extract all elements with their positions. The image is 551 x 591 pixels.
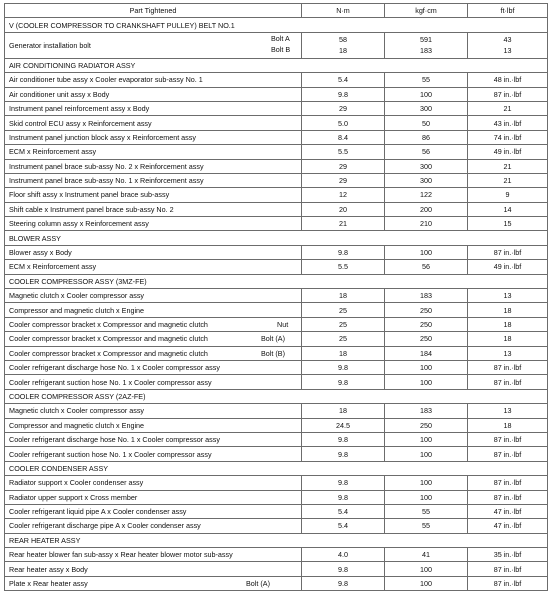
part-cell bbox=[5, 332, 302, 346]
part-cell bbox=[5, 504, 302, 518]
part-wrap bbox=[9, 217, 297, 230]
part-name: Radiator support x Cooler condenser assy bbox=[9, 478, 144, 488]
kgfcm-value: 86 bbox=[385, 130, 468, 144]
ftlbf-value: 21 bbox=[468, 159, 548, 173]
part-name: Magnetic clutch x Cooler compressor assy bbox=[9, 406, 145, 416]
ftlbf-value: 87 in.·lbf bbox=[468, 576, 548, 590]
kgfcm-value: 250 bbox=[385, 332, 468, 346]
part-cell bbox=[5, 418, 302, 432]
part-wrap bbox=[9, 188, 297, 201]
ftlbf-value: 47 in.·lbf bbox=[468, 519, 548, 533]
kgfcm-value: 100 bbox=[385, 432, 468, 446]
ftlbf-value: 74 in.·lbf bbox=[468, 130, 548, 144]
part-name: Radiator upper support x Cross member bbox=[9, 492, 138, 502]
nm-value: 9.8 bbox=[302, 447, 385, 461]
kgfcm-value: 100 bbox=[385, 360, 468, 374]
ftlbf-value: 13 bbox=[468, 289, 548, 303]
ftlbf-value-line: 13 bbox=[503, 46, 512, 56]
kgfcm-value: 300 bbox=[385, 159, 468, 173]
ftlbf-value: 18 bbox=[468, 418, 548, 432]
table-row bbox=[5, 346, 548, 360]
part-wrap bbox=[9, 318, 297, 331]
kgfcm-value: 55 bbox=[385, 504, 468, 518]
kgfcm-value: 122 bbox=[385, 188, 468, 202]
ftlbf-value-line: 43 bbox=[503, 35, 512, 45]
table-row bbox=[5, 476, 548, 490]
table-row bbox=[5, 159, 548, 173]
ftlbf-value: 87 in.·lbf bbox=[468, 87, 548, 101]
section-header-row bbox=[5, 533, 548, 547]
ftlbf-value: 87 in.·lbf bbox=[468, 490, 548, 504]
part-cell bbox=[5, 317, 302, 331]
part-wrap bbox=[9, 88, 297, 101]
part-name: Generator installation bolt bbox=[9, 40, 91, 50]
part-cell bbox=[5, 32, 302, 58]
table-row bbox=[5, 260, 548, 274]
section-title: COOLER COMPRESSOR ASSY (3MZ-FE) bbox=[5, 274, 548, 288]
part-wrap bbox=[9, 433, 297, 446]
part-wrap bbox=[9, 289, 297, 302]
nm-value: 18 bbox=[302, 289, 385, 303]
part-cell bbox=[5, 217, 302, 231]
kgfcm-value: 56 bbox=[385, 260, 468, 274]
ftlbf-value: 49 in.·lbf bbox=[468, 145, 548, 159]
ftlbf-value: 18 bbox=[468, 317, 548, 331]
part-wrap bbox=[9, 563, 297, 576]
fastener-label: Bolt (A) bbox=[261, 334, 285, 344]
table-row bbox=[5, 418, 548, 432]
table-row bbox=[5, 289, 548, 303]
bolt-label: Bolt A bbox=[271, 33, 290, 43]
section-title: AIR CONDITIONING RADIATOR ASSY bbox=[5, 58, 548, 72]
table-row bbox=[5, 101, 548, 115]
table-row bbox=[5, 317, 548, 331]
nm-value: 9.8 bbox=[302, 576, 385, 590]
part-name: Cooler refrigerant suction hose No. 1 x Cooler compressor assy bbox=[9, 377, 212, 387]
part-cell bbox=[5, 145, 302, 159]
ftlbf-value: 13 bbox=[468, 404, 548, 418]
kgfcm-value: 300 bbox=[385, 173, 468, 187]
nm-value: 25 bbox=[302, 303, 385, 317]
section-title: REAR HEATER ASSY bbox=[5, 533, 548, 547]
torque-spec-table bbox=[4, 3, 548, 591]
part-name: Floor shift assy x Instrument panel brace sub-assy bbox=[9, 190, 170, 200]
nm-value: 5.4 bbox=[302, 504, 385, 518]
part-wrap bbox=[9, 145, 297, 158]
table-row bbox=[5, 303, 548, 317]
nm-value: 29 bbox=[302, 159, 385, 173]
nm-value: 9.8 bbox=[302, 490, 385, 504]
ftlbf-value: 87 in.·lbf bbox=[468, 360, 548, 374]
nm-value: 12 bbox=[302, 188, 385, 202]
kgfcm-value: 55 bbox=[385, 519, 468, 533]
table-row bbox=[5, 562, 548, 576]
nm-value: 21 bbox=[302, 217, 385, 231]
part-name: Instrument panel reinforcement assy x Body bbox=[9, 104, 150, 114]
nm-value: 4.0 bbox=[302, 548, 385, 562]
part-wrap bbox=[9, 577, 297, 590]
table-row bbox=[5, 576, 548, 590]
part-name: Shift cable x Instrument panel brace sub-assy No. 2 bbox=[9, 204, 174, 214]
part-name: Skid control ECU assy x Reinforcement assy bbox=[9, 118, 152, 128]
part-wrap bbox=[9, 419, 297, 432]
bolt-label: Bolt B bbox=[271, 44, 291, 54]
part-wrap bbox=[9, 260, 297, 273]
table-row bbox=[5, 490, 548, 504]
part-cell bbox=[5, 202, 302, 216]
nm-value bbox=[302, 32, 385, 58]
part-cell bbox=[5, 188, 302, 202]
kgfcm-value: 250 bbox=[385, 418, 468, 432]
nm-value-line: 18 bbox=[339, 46, 347, 56]
part-cell bbox=[5, 73, 302, 87]
section-header-row bbox=[5, 18, 548, 32]
part-wrap bbox=[9, 131, 297, 144]
part-cell bbox=[5, 562, 302, 576]
table-row bbox=[5, 504, 548, 518]
part-wrap bbox=[9, 519, 297, 532]
kgfcm-value: 100 bbox=[385, 245, 468, 259]
part-cell bbox=[5, 173, 302, 187]
fastener-label: Bolt (A) bbox=[246, 579, 270, 589]
part-name: Air conditioner tube assy x Cooler evaporator sub-assy No. 1 bbox=[9, 75, 203, 85]
fastener-label: Bolt (B) bbox=[261, 348, 285, 358]
kgfcm-value: 50 bbox=[385, 116, 468, 130]
part-cell bbox=[5, 87, 302, 101]
part-name: Compressor and magnetic clutch x Engine bbox=[9, 305, 145, 315]
kgfcm-value-line: 591 bbox=[420, 35, 432, 45]
part-cell bbox=[5, 260, 302, 274]
section-title: BLOWER ASSY bbox=[5, 231, 548, 245]
ftlbf-value: 15 bbox=[468, 217, 548, 231]
part-name: Steering column assy x Reinforcement assy bbox=[9, 219, 149, 229]
part-wrap bbox=[9, 174, 297, 187]
part-name: Cooler refrigerant discharge hose No. 1 x Cooler compressor assy bbox=[9, 363, 220, 373]
part-wrap bbox=[9, 102, 297, 115]
nm-value-line: 58 bbox=[339, 35, 347, 45]
nm-value: 20 bbox=[302, 202, 385, 216]
part-cell bbox=[5, 576, 302, 590]
part-wrap bbox=[9, 376, 297, 389]
ftlbf-value: 21 bbox=[468, 173, 548, 187]
nm-value: 9.8 bbox=[302, 562, 385, 576]
kgfcm-value: 183 bbox=[385, 404, 468, 418]
part-cell bbox=[5, 130, 302, 144]
ftlbf-value: 18 bbox=[468, 303, 548, 317]
nm-value: 29 bbox=[302, 101, 385, 115]
nm-value: 29 bbox=[302, 173, 385, 187]
part-cell bbox=[5, 101, 302, 115]
ftlbf-value: 47 in.·lbf bbox=[468, 504, 548, 518]
kgfcm-value: 100 bbox=[385, 476, 468, 490]
table-row bbox=[5, 202, 548, 216]
part-cell bbox=[5, 245, 302, 259]
part-name: Blower assy x Body bbox=[9, 248, 72, 258]
part-wrap bbox=[9, 246, 297, 259]
part-wrap bbox=[9, 160, 297, 173]
nm-value: 9.8 bbox=[302, 87, 385, 101]
header-ftlbf: ft·lbf bbox=[468, 4, 548, 18]
ftlbf-value: 13 bbox=[468, 346, 548, 360]
kgfcm-value: 250 bbox=[385, 303, 468, 317]
section-title: COOLER CONDENSER ASSY bbox=[5, 461, 548, 475]
table-row bbox=[5, 145, 548, 159]
table-row bbox=[5, 116, 548, 130]
part-name: Cooler compressor bracket x Compressor and magnetic clutch bbox=[9, 320, 208, 329]
part-cell bbox=[5, 375, 302, 389]
table-row bbox=[5, 32, 548, 58]
ftlbf-value: 14 bbox=[468, 202, 548, 216]
kgfcm-value: 100 bbox=[385, 375, 468, 389]
part-cell bbox=[5, 519, 302, 533]
part-name: Instrument panel brace sub-assy No. 1 x Reinforcement assy bbox=[9, 176, 204, 186]
table-row bbox=[5, 188, 548, 202]
header-nm: N·m bbox=[302, 4, 385, 18]
part-wrap bbox=[9, 117, 297, 130]
kgfcm-value: 55 bbox=[385, 73, 468, 87]
table-row bbox=[5, 432, 548, 446]
ftlbf-value: 87 in.·lbf bbox=[468, 447, 548, 461]
section-title: COOLER COMPRESSOR ASSY (2AZ-FE) bbox=[5, 389, 548, 403]
part-cell bbox=[5, 404, 302, 418]
nm-value: 25 bbox=[302, 332, 385, 346]
part-wrap bbox=[9, 491, 297, 504]
part-wrap bbox=[9, 332, 297, 345]
ftlbf-value: 21 bbox=[468, 101, 548, 115]
kgfcm-value: 300 bbox=[385, 101, 468, 115]
part-cell bbox=[5, 432, 302, 446]
nm-value: 5.0 bbox=[302, 116, 385, 130]
part-name: Cooler refrigerant discharge pipe A x Cooler condenser assy bbox=[9, 521, 201, 531]
section-header-row bbox=[5, 274, 548, 288]
part-name: Cooler refrigerant suction hose No. 1 x Cooler compressor assy bbox=[9, 449, 212, 459]
part-cell bbox=[5, 289, 302, 303]
kgfcm-value-line: 183 bbox=[420, 46, 432, 56]
ftlbf-value: 48 in.·lbf bbox=[468, 73, 548, 87]
nm-value: 5.4 bbox=[302, 519, 385, 533]
part-wrap bbox=[9, 548, 297, 561]
header-part-tightened: Part Tightened bbox=[5, 4, 302, 18]
kgfcm-value: 184 bbox=[385, 346, 468, 360]
nm-value: 9.8 bbox=[302, 375, 385, 389]
part-name: Cooler compressor bracket x Compressor and magnetic clutch bbox=[9, 348, 208, 358]
part-wrap bbox=[9, 33, 297, 54]
torque-spec-body bbox=[5, 4, 548, 591]
kgfcm-value bbox=[385, 32, 468, 58]
kgfcm-value: 56 bbox=[385, 145, 468, 159]
ftlbf-value: 18 bbox=[468, 332, 548, 346]
ftlbf-value: 9 bbox=[468, 188, 548, 202]
table-row bbox=[5, 173, 548, 187]
ftlbf-value: 87 in.·lbf bbox=[468, 562, 548, 576]
table-row bbox=[5, 73, 548, 87]
part-name: Cooler compressor bracket x Compressor and magnetic clutch bbox=[9, 334, 208, 344]
table-row bbox=[5, 130, 548, 144]
part-name: Plate x Rear heater assy bbox=[9, 579, 88, 589]
fastener-label: Nut bbox=[277, 320, 289, 329]
part-name: Rear heater blower fan sub-assy x Rear heater blower motor sub-assy bbox=[9, 550, 233, 560]
part-name: Cooler refrigerant discharge hose No. 1 x Cooler compressor assy bbox=[9, 435, 220, 445]
part-wrap bbox=[9, 505, 297, 518]
table-row bbox=[5, 217, 548, 231]
kgfcm-value: 100 bbox=[385, 490, 468, 504]
nm-value: 5.4 bbox=[302, 73, 385, 87]
table-row bbox=[5, 245, 548, 259]
ftlbf-value: 35 in.·lbf bbox=[468, 548, 548, 562]
table-row bbox=[5, 375, 548, 389]
bolt-label-group bbox=[271, 33, 290, 55]
ftlbf-value bbox=[468, 32, 548, 58]
header-row bbox=[5, 4, 548, 18]
part-cell bbox=[5, 490, 302, 504]
part-wrap bbox=[9, 73, 297, 86]
table-row bbox=[5, 447, 548, 461]
nm-value: 9.8 bbox=[302, 360, 385, 374]
section-header-row bbox=[5, 58, 548, 72]
nm-value: 9.8 bbox=[302, 476, 385, 490]
kgfcm-value: 100 bbox=[385, 87, 468, 101]
kgfcm-value: 100 bbox=[385, 562, 468, 576]
nm-value: 9.8 bbox=[302, 245, 385, 259]
ftlbf-value: 87 in.·lbf bbox=[468, 245, 548, 259]
table-row bbox=[5, 519, 548, 533]
part-name: Rear heater assy x Body bbox=[9, 564, 88, 574]
table-row bbox=[5, 548, 548, 562]
part-name: ECM x Reinforcement assy bbox=[9, 262, 97, 272]
kgfcm-value: 183 bbox=[385, 289, 468, 303]
kgfcm-value: 200 bbox=[385, 202, 468, 216]
section-header-row bbox=[5, 461, 548, 475]
ftlbf-value: 87 in.·lbf bbox=[468, 375, 548, 389]
nm-value: 24.5 bbox=[302, 418, 385, 432]
part-name: Instrument panel brace sub-assy No. 2 x Reinforcement assy bbox=[9, 161, 204, 171]
nm-value: 5.5 bbox=[302, 260, 385, 274]
part-cell bbox=[5, 447, 302, 461]
ftlbf-value: 49 in.·lbf bbox=[468, 260, 548, 274]
section-title: V (COOLER COMPRESSOR TO CRANKSHAFT PULLEY) BELT NO.1 bbox=[5, 18, 548, 32]
section-header-row bbox=[5, 231, 548, 245]
kgfcm-value: 41 bbox=[385, 548, 468, 562]
nm-value: 5.5 bbox=[302, 145, 385, 159]
part-cell bbox=[5, 548, 302, 562]
part-name: Cooler refrigerant liquid pipe A x Cooler condenser assy bbox=[9, 507, 187, 517]
kgfcm-value: 100 bbox=[385, 447, 468, 461]
part-wrap bbox=[9, 347, 297, 360]
part-wrap bbox=[9, 404, 297, 417]
nm-value: 9.8 bbox=[302, 432, 385, 446]
table-row bbox=[5, 87, 548, 101]
table-row bbox=[5, 332, 548, 346]
nm-value: 25 bbox=[302, 317, 385, 331]
part-wrap bbox=[9, 448, 297, 461]
table-row bbox=[5, 360, 548, 374]
part-cell bbox=[5, 116, 302, 130]
part-cell bbox=[5, 346, 302, 360]
part-wrap bbox=[9, 476, 297, 489]
part-cell bbox=[5, 303, 302, 317]
ftlbf-value: 43 in.·lbf bbox=[468, 116, 548, 130]
section-header-row bbox=[5, 389, 548, 403]
part-wrap bbox=[9, 361, 297, 374]
nm-value: 8.4 bbox=[302, 130, 385, 144]
part-cell bbox=[5, 360, 302, 374]
part-name: Magnetic clutch x Cooler compressor assy bbox=[9, 291, 145, 301]
kgfcm-value: 250 bbox=[385, 317, 468, 331]
part-cell bbox=[5, 159, 302, 173]
part-name: Compressor and magnetic clutch x Engine bbox=[9, 420, 145, 430]
header-kgfcm: kgf·cm bbox=[385, 4, 468, 18]
kgfcm-value: 210 bbox=[385, 217, 468, 231]
part-name: Instrument panel junction block assy x Reinforcement assy bbox=[9, 132, 196, 142]
table-row bbox=[5, 404, 548, 418]
part-wrap bbox=[9, 203, 297, 216]
part-cell bbox=[5, 476, 302, 490]
kgfcm-value: 100 bbox=[385, 576, 468, 590]
ftlbf-value: 87 in.·lbf bbox=[468, 432, 548, 446]
ftlbf-value: 87 in.·lbf bbox=[468, 476, 548, 490]
part-wrap bbox=[9, 304, 297, 317]
nm-value: 18 bbox=[302, 346, 385, 360]
part-name: Air conditioner unit assy x Body bbox=[9, 89, 110, 99]
nm-value: 18 bbox=[302, 404, 385, 418]
part-name: ECM x Reinforcement assy bbox=[9, 147, 97, 157]
